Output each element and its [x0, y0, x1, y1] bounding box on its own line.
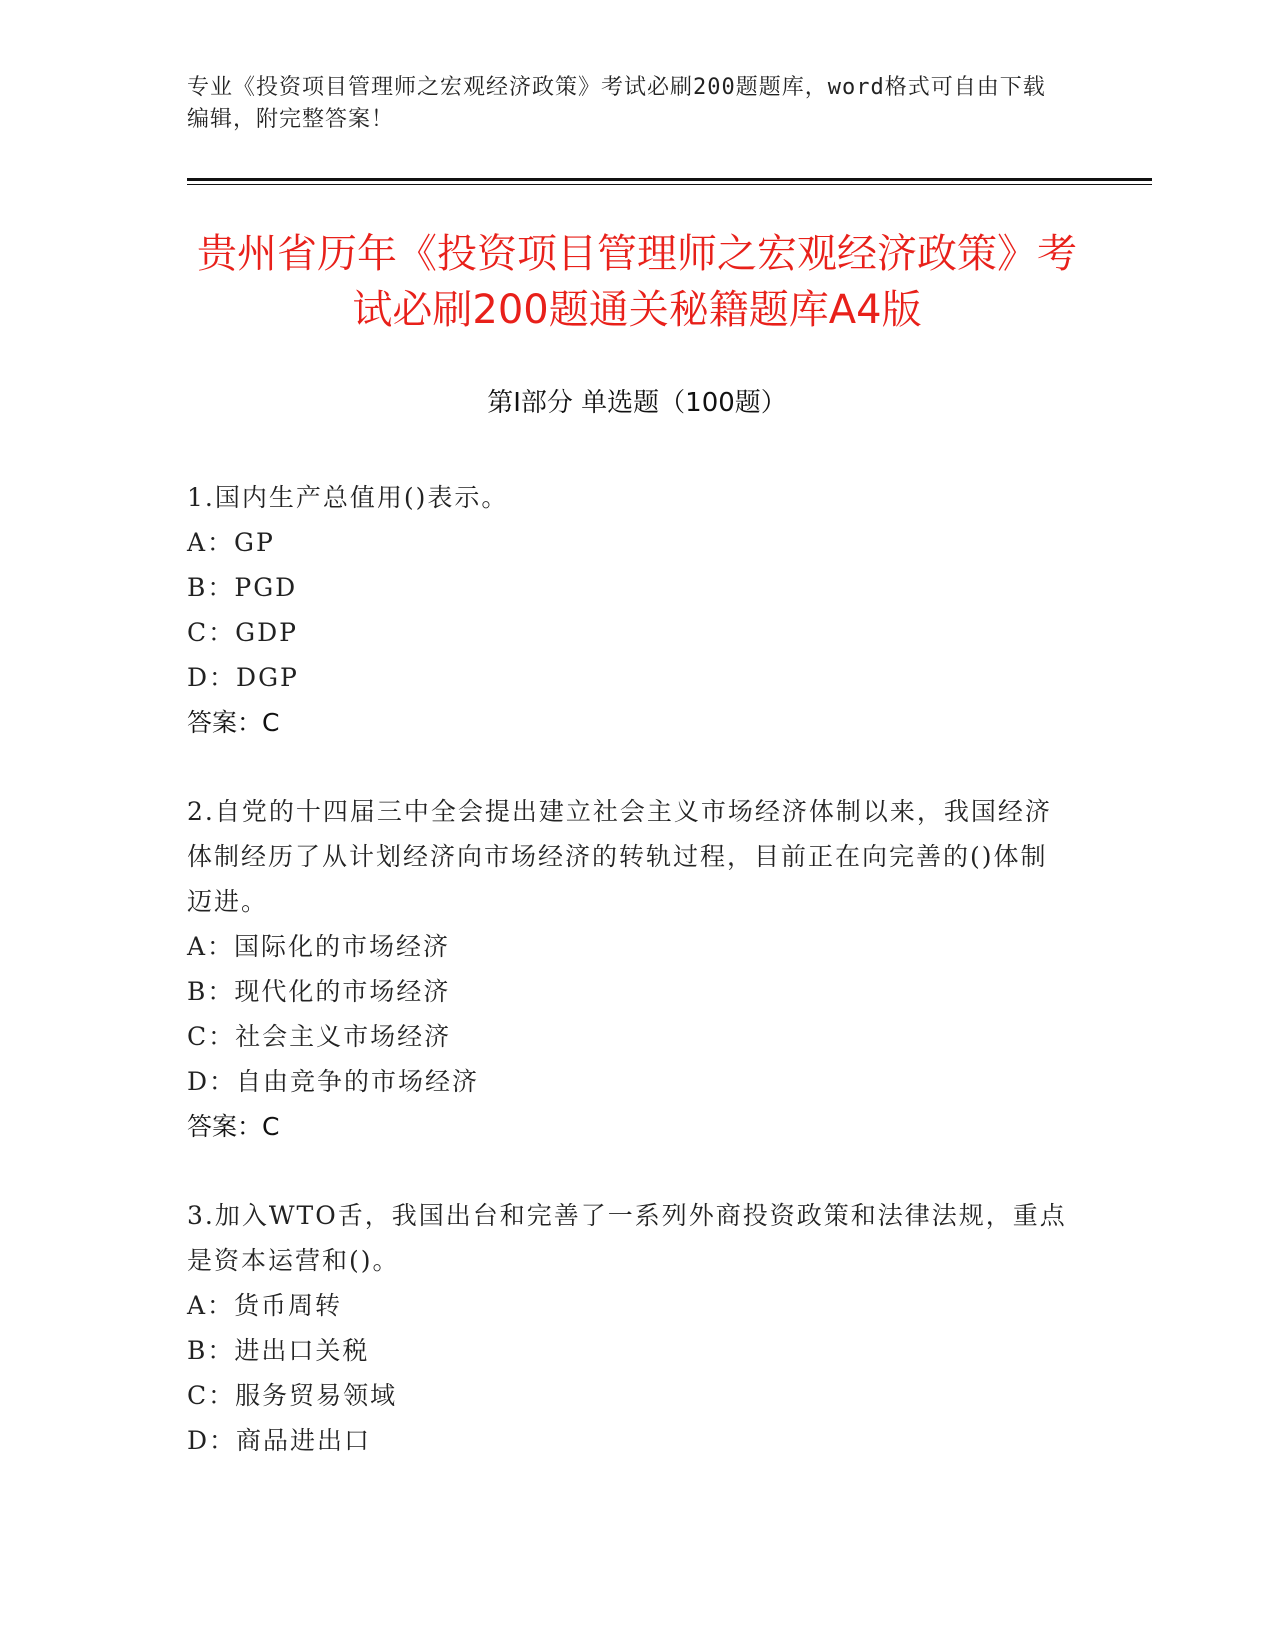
- option-c: C：服务贸易领域: [187, 1381, 398, 1410]
- question-stem: 2.自党的十四届三中全会提出建立社会主义市场经济体制以来，我国经济体制经历了从计划经济向市场经济的转轨过程，目前正在向完善的()体制迈进。: [187, 797, 1052, 916]
- option-a: A：国际化的市场经济: [187, 932, 451, 961]
- option-d: D：自由竞争的市场经济: [187, 1067, 480, 1096]
- question-1: [187, 475, 1067, 745]
- answer: 答案：C: [187, 1112, 280, 1141]
- question-stem: 1.国内生产总值用()表示。: [187, 483, 509, 512]
- question-stem: 3.加入WTO舌，我国出台和完善了一系列外商投资政策和法律法规，重点是资本运营和()。: [187, 1201, 1067, 1275]
- document-title: 贵州省历年《投资项目管理师之宏观经济政策》考试必刷200题通关秘籍题库A4版: [197, 231, 1077, 333]
- header-note: 专业《投资项目管理师之宏观经济政策》考试必刷200题题库，word格式可自由下载编辑，附完整答案！: [187, 75, 1046, 132]
- question-3: [187, 1193, 1067, 1463]
- option-a: A：GP: [187, 528, 275, 557]
- answer: 答案：C: [187, 708, 280, 737]
- option-d: D：DGP: [187, 663, 299, 692]
- section-heading: 第I部分 单选题（100题）: [487, 388, 787, 418]
- option-b: B：进出口关税: [187, 1336, 370, 1365]
- option-b: B：PGD: [187, 573, 298, 602]
- question-list: [187, 475, 1067, 1507]
- option-c: C：社会主义市场经济: [187, 1022, 452, 1051]
- header-rule-thick: [187, 178, 1152, 181]
- option-c: C：GDP: [187, 618, 298, 647]
- option-b: B：现代化的市场经济: [187, 977, 451, 1006]
- question-2: [187, 789, 1067, 1149]
- option-a: A：货币周转: [187, 1291, 343, 1320]
- header-rule-thin: [187, 184, 1152, 185]
- option-d: D：商品进出口: [187, 1426, 372, 1455]
